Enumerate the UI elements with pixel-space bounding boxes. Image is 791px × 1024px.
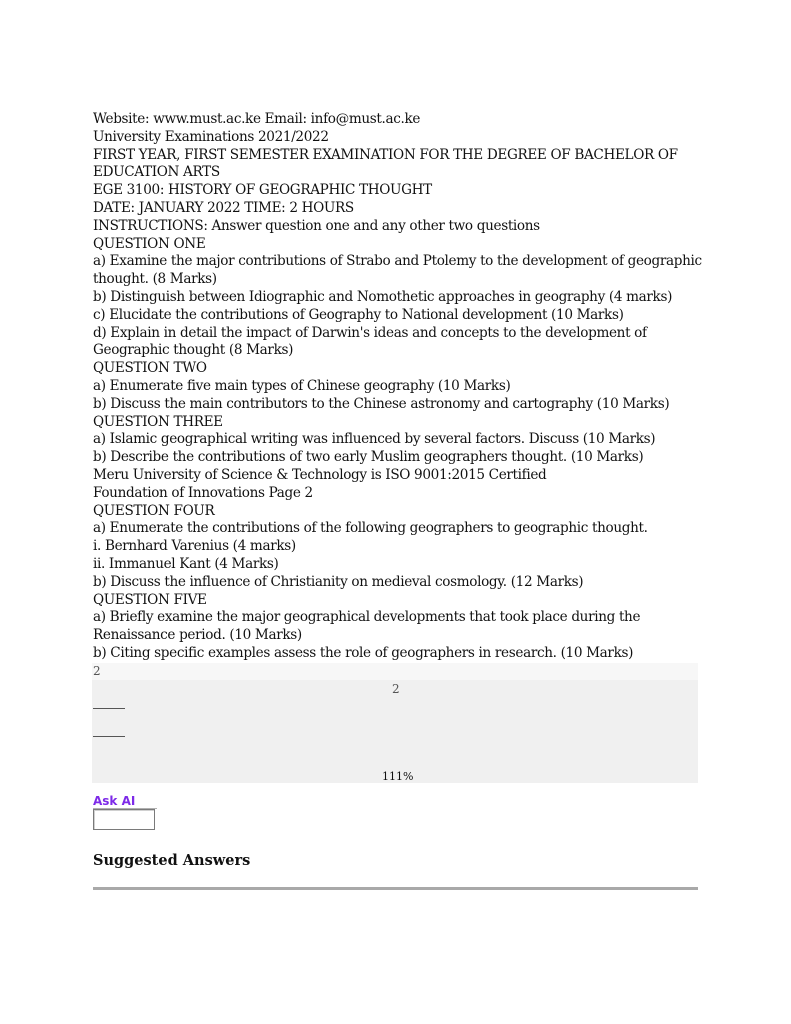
doc-line: QUESTION FIVE: [93, 591, 207, 608]
doc-line: Meru University of Science & Technology is ISO 9001:2015 Certified: [93, 466, 547, 483]
page-number-label: 2: [93, 664, 101, 678]
doc-line: University Examinations 2021/2022: [93, 128, 329, 145]
zoom-out-control[interactable]: [93, 708, 125, 709]
doc-line: b) Distinguish between Idiographic and Nomothetic approaches in geography (4 marks): [93, 288, 673, 305]
doc-line: b) Discuss the main contributors to the Chinese astronomy and cartography (10 Marks): [93, 395, 670, 412]
viewer-top-strip: [92, 663, 698, 680]
doc-line: DATE: JANUARY 2022 TIME: 2 HOURS: [93, 199, 354, 216]
doc-line: d) Explain in detail the impact of Darwin's ideas and concepts to the development of: [93, 324, 647, 341]
doc-line: QUESTION FOUR: [93, 502, 215, 519]
doc-line: c) Elucidate the contributions of Geography to National development (10 Marks): [93, 306, 624, 323]
exam-document: [93, 111, 703, 663]
doc-line: FIRST YEAR, FIRST SEMESTER EXAMINATION FOR THE DEGREE OF BACHELOR OF: [93, 146, 678, 163]
doc-line: QUESTION THREE: [93, 413, 223, 430]
document-viewer-toolbar: [92, 663, 698, 783]
doc-line: ii. Immanuel Kant (4 Marks): [93, 555, 279, 572]
page-number-indicator: 2: [392, 682, 400, 696]
doc-line: b) Discuss the influence of Christianity on medieval cosmology. (12 Marks): [93, 573, 584, 590]
doc-line: b) Citing specific examples assess the role of geographers in research. (10 Marks): [93, 644, 634, 661]
ask-ai-input[interactable]: [93, 809, 155, 830]
doc-line: a) Islamic geographical writing was influenced by several factors. Discuss (10 Marks): [93, 431, 656, 448]
ask-ai-link[interactable]: Ask AI: [93, 794, 136, 808]
doc-line: i. Bernhard Varenius (4 marks): [93, 538, 296, 555]
doc-line: Renaissance period. (10 Marks): [93, 627, 302, 644]
doc-line: b) Describe the contributions of two early Muslim geographers thought. (10 Marks): [93, 449, 644, 466]
doc-line: a) Enumerate the contributions of the following geographers to geographic thought.: [93, 520, 648, 537]
doc-line: Foundation of Innovations Page 2: [93, 484, 313, 501]
doc-line: QUESTION TWO: [93, 360, 207, 377]
doc-line: QUESTION ONE: [93, 235, 206, 252]
doc-line: a) Enumerate five main types of Chinese geography (10 Marks): [93, 377, 511, 394]
doc-line: Geographic thought (8 Marks): [93, 342, 294, 359]
zoom-level[interactable]: 111%: [382, 770, 414, 783]
section-divider: [93, 887, 698, 890]
doc-line: a) Briefly examine the major geographical developments that took place during the: [93, 609, 641, 626]
doc-line: EDUCATION ARTS: [93, 164, 220, 181]
zoom-in-control[interactable]: [93, 736, 125, 737]
doc-line: INSTRUCTIONS: Answer question one and any other two questions: [93, 217, 540, 234]
doc-line: EGE 3100: HISTORY OF GEOGRAPHIC THOUGHT: [93, 182, 432, 199]
doc-line: Website: www.must.ac.ke Email: info@must.ac.ke: [93, 111, 421, 127]
doc-line: thought. (8 Marks): [93, 271, 217, 288]
suggested-answers-heading: Suggested Answers: [93, 852, 251, 869]
doc-line: a) Examine the major contributions of Strabo and Ptolemy to the development of geographic: [93, 253, 702, 270]
